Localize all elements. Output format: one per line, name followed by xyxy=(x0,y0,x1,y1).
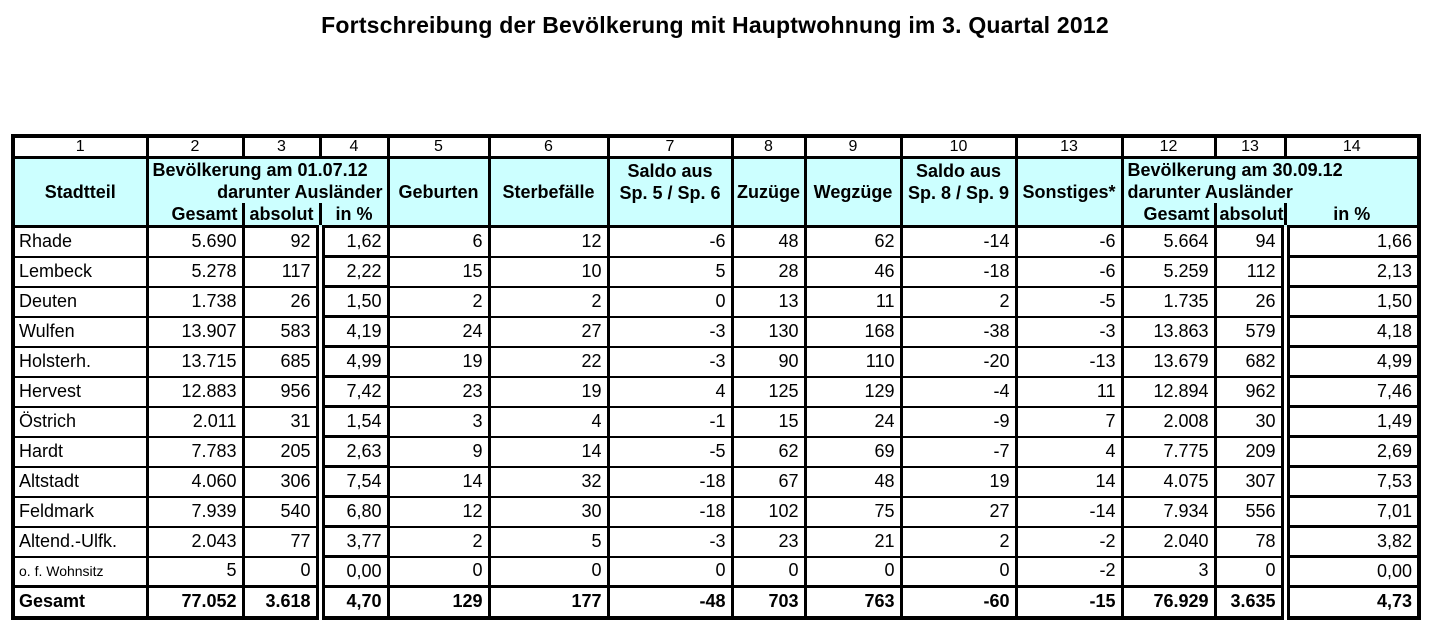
cell-value: 110 xyxy=(805,347,901,377)
table-row xyxy=(13,557,1419,587)
cell-value: 2.040 xyxy=(1122,527,1215,557)
cell-value: 177 xyxy=(489,587,608,619)
table-row xyxy=(13,347,1419,377)
cell-value: 0 xyxy=(243,557,320,587)
cell-value: 4,18 xyxy=(1285,317,1419,347)
header-zuzuege: Zuzüge xyxy=(732,158,805,227)
cell-value: -20 xyxy=(901,347,1016,377)
cell-value: 2.008 xyxy=(1122,407,1215,437)
cell-value: -3 xyxy=(608,527,732,557)
cell-stadtteil: Lembeck xyxy=(13,257,147,287)
cell-value: 1,62 xyxy=(320,227,388,257)
column-number: 12 xyxy=(1122,136,1215,158)
cell-value: -15 xyxy=(1016,587,1122,619)
cell-value: 92 xyxy=(243,227,320,257)
cell-value: 4 xyxy=(1016,437,1122,467)
table-row xyxy=(13,467,1419,497)
cell-value: -14 xyxy=(1016,497,1122,527)
cell-value: 19 xyxy=(489,377,608,407)
cell-value: 1,49 xyxy=(1285,407,1419,437)
cell-value: 1.735 xyxy=(1122,287,1215,317)
cell-value: 2 xyxy=(388,527,489,557)
table-row xyxy=(13,317,1419,347)
cell-value: 5.664 xyxy=(1122,227,1215,257)
cell-value: -5 xyxy=(1016,287,1122,317)
cell-value: 682 xyxy=(1215,347,1285,377)
table-row xyxy=(13,527,1419,557)
cell-value: 540 xyxy=(243,497,320,527)
cell-value: 7,01 xyxy=(1285,497,1419,527)
cell-value: -9 xyxy=(901,407,1016,437)
cell-value: 19 xyxy=(388,347,489,377)
cell-value: 0 xyxy=(489,557,608,587)
header-population-3009: Bevölkerung am 30.09.12 xyxy=(1122,158,1419,182)
header-absolut-1: absolut xyxy=(243,203,320,227)
cell-value: 9 xyxy=(388,437,489,467)
header-row-1 xyxy=(13,158,1419,182)
cell-stadtteil: Rhade xyxy=(13,227,147,257)
header-absolut-2: absolut xyxy=(1215,203,1285,227)
header-darunter-auslaender-2: darunter Ausländer xyxy=(1122,181,1419,203)
cell-value: 5 xyxy=(608,257,732,287)
cell-value: 2,22 xyxy=(320,257,388,287)
cell-value: 32 xyxy=(489,467,608,497)
cell-value: 556 xyxy=(1215,497,1285,527)
cell-value: 1,54 xyxy=(320,407,388,437)
cell-value: 13.907 xyxy=(147,317,243,347)
cell-value: -5 xyxy=(608,437,732,467)
cell-value: 24 xyxy=(805,407,901,437)
cell-value: 2.043 xyxy=(147,527,243,557)
cell-value: -60 xyxy=(901,587,1016,619)
cell-value: -4 xyxy=(901,377,1016,407)
cell-value: 77 xyxy=(243,527,320,557)
cell-value: 14 xyxy=(388,467,489,497)
cell-value: 0 xyxy=(732,557,805,587)
cell-value: 13.715 xyxy=(147,347,243,377)
cell-value: 956 xyxy=(243,377,320,407)
cell-value: 12.883 xyxy=(147,377,243,407)
header-saldo-5-6-line1: Saldo aus xyxy=(627,161,713,181)
cell-value: 14 xyxy=(1016,467,1122,497)
cell-value: 4,19 xyxy=(320,317,388,347)
cell-value: 0 xyxy=(901,557,1016,587)
cell-value: 0 xyxy=(608,287,732,317)
header-sonstiges: Sonstiges* xyxy=(1016,158,1122,227)
cell-value: 168 xyxy=(805,317,901,347)
cell-value: 13.679 xyxy=(1122,347,1215,377)
cell-value: -48 xyxy=(608,587,732,619)
cell-stadtteil: o. f. Wohnsitz xyxy=(13,557,147,587)
header-gesamt-1: Gesamt xyxy=(147,203,243,227)
cell-value: 125 xyxy=(732,377,805,407)
cell-value: 26 xyxy=(243,287,320,317)
cell-value: 12 xyxy=(388,497,489,527)
cell-value: 77.052 xyxy=(147,587,243,619)
cell-value: 4,99 xyxy=(1285,347,1419,377)
cell-stadtteil: Gesamt xyxy=(13,587,147,619)
cell-stadtteil: Altend.-Ulfk. xyxy=(13,527,147,557)
table-body xyxy=(13,227,1419,619)
cell-value: 205 xyxy=(243,437,320,467)
cell-value: 1,50 xyxy=(320,287,388,317)
column-number: 13 xyxy=(1215,136,1285,158)
cell-value: -3 xyxy=(608,347,732,377)
cell-value: 67 xyxy=(732,467,805,497)
cell-value: 1,50 xyxy=(1285,287,1419,317)
cell-value: 306 xyxy=(243,467,320,497)
cell-value: 4 xyxy=(489,407,608,437)
cell-value: 5.278 xyxy=(147,257,243,287)
cell-value: 129 xyxy=(805,377,901,407)
cell-value: 6,80 xyxy=(320,497,388,527)
cell-value: 2,69 xyxy=(1285,437,1419,467)
cell-value: 117 xyxy=(243,257,320,287)
cell-value: 3,77 xyxy=(320,527,388,557)
cell-value: 7.939 xyxy=(147,497,243,527)
cell-value: 78 xyxy=(1215,527,1285,557)
cell-value: 11 xyxy=(1016,377,1122,407)
cell-value: 1.738 xyxy=(147,287,243,317)
cell-value: 0 xyxy=(805,557,901,587)
header-population-0107: Bevölkerung am 01.07.12 xyxy=(147,158,388,182)
cell-stadtteil: Holsterh. xyxy=(13,347,147,377)
column-number: 4 xyxy=(320,136,388,158)
header-saldo-5-6-line2: Sp. 5 / Sp. 6 xyxy=(619,183,721,203)
cell-value: -6 xyxy=(1016,257,1122,287)
cell-value: -18 xyxy=(608,467,732,497)
header-geburten: Geburten xyxy=(388,158,489,227)
header-darunter-auslaender-1: darunter Ausländer xyxy=(147,181,388,203)
cell-value: 28 xyxy=(732,257,805,287)
cell-value: 15 xyxy=(388,257,489,287)
cell-value: -18 xyxy=(901,257,1016,287)
cell-value: 0 xyxy=(388,557,489,587)
cell-value: 48 xyxy=(805,467,901,497)
header-saldo-8-9-line1: Saldo aus xyxy=(915,161,1002,181)
cell-value: 11 xyxy=(805,287,901,317)
table-row xyxy=(13,287,1419,317)
cell-value: 0,00 xyxy=(320,557,388,587)
cell-value: 7,46 xyxy=(1285,377,1419,407)
cell-value: 0 xyxy=(1215,557,1285,587)
cell-value: 3.618 xyxy=(243,587,320,619)
cell-value: 31 xyxy=(243,407,320,437)
column-number: 9 xyxy=(805,136,901,158)
cell-value: -6 xyxy=(1016,227,1122,257)
column-number: 5 xyxy=(388,136,489,158)
cell-value: 5.690 xyxy=(147,227,243,257)
header-wegzuege: Wegzüge xyxy=(805,158,901,227)
table-header xyxy=(13,136,1419,227)
cell-value: -13 xyxy=(1016,347,1122,377)
cell-value: 7 xyxy=(1016,407,1122,437)
cell-value: -3 xyxy=(608,317,732,347)
cell-value: 2,13 xyxy=(1285,257,1419,287)
cell-value: -14 xyxy=(901,227,1016,257)
cell-value: 4.060 xyxy=(147,467,243,497)
cell-value: 0,00 xyxy=(1285,557,1419,587)
cell-value: 4 xyxy=(608,377,732,407)
table-row xyxy=(13,407,1419,437)
cell-value: 703 xyxy=(732,587,805,619)
cell-value: 23 xyxy=(732,527,805,557)
cell-value: 0 xyxy=(608,557,732,587)
cell-value: 5 xyxy=(147,557,243,587)
column-number: 8 xyxy=(732,136,805,158)
header-gesamt-2: Gesamt xyxy=(1122,203,1215,227)
cell-value: 4.075 xyxy=(1122,467,1215,497)
cell-value: -7 xyxy=(901,437,1016,467)
cell-value: 62 xyxy=(805,227,901,257)
cell-value: 46 xyxy=(805,257,901,287)
header-saldo-5-6 xyxy=(608,158,732,227)
cell-stadtteil: Deuten xyxy=(13,287,147,317)
cell-value: -6 xyxy=(608,227,732,257)
cell-value: 2 xyxy=(901,287,1016,317)
cell-value: 2 xyxy=(489,287,608,317)
header-saldo-8-9-line2: Sp. 8 / Sp. 9 xyxy=(907,183,1010,203)
cell-value: 2.011 xyxy=(147,407,243,437)
cell-value: 94 xyxy=(1215,227,1285,257)
cell-value: 90 xyxy=(732,347,805,377)
table-row xyxy=(13,437,1419,467)
population-table xyxy=(11,134,1421,620)
cell-value: 5.259 xyxy=(1122,257,1215,287)
column-number: 1 xyxy=(13,136,147,158)
cell-value: -3 xyxy=(1016,317,1122,347)
cell-value: 19 xyxy=(901,467,1016,497)
cell-value: 23 xyxy=(388,377,489,407)
cell-value: 62 xyxy=(732,437,805,467)
cell-value: -2 xyxy=(1016,557,1122,587)
column-number: 7 xyxy=(608,136,732,158)
cell-value: 763 xyxy=(805,587,901,619)
cell-value: 7,42 xyxy=(320,377,388,407)
column-number: 14 xyxy=(1285,136,1419,158)
cell-value: 27 xyxy=(489,317,608,347)
cell-value: 1,66 xyxy=(1285,227,1419,257)
cell-value: 2 xyxy=(388,287,489,317)
cell-value: 3 xyxy=(1122,557,1215,587)
cell-value: 5 xyxy=(489,527,608,557)
cell-value: -38 xyxy=(901,317,1016,347)
cell-stadtteil: Wulfen xyxy=(13,317,147,347)
cell-value: 7.783 xyxy=(147,437,243,467)
cell-value: 48 xyxy=(732,227,805,257)
column-number: 6 xyxy=(489,136,608,158)
cell-stadtteil: Hervest xyxy=(13,377,147,407)
cell-stadtteil: Hardt xyxy=(13,437,147,467)
cell-value: 102 xyxy=(732,497,805,527)
cell-value: 13.863 xyxy=(1122,317,1215,347)
cell-value: 26 xyxy=(1215,287,1285,317)
cell-value: 30 xyxy=(489,497,608,527)
table-row xyxy=(13,257,1419,287)
cell-value: 3.635 xyxy=(1215,587,1285,619)
table-row xyxy=(13,497,1419,527)
cell-value: 12.894 xyxy=(1122,377,1215,407)
table-row xyxy=(13,227,1419,257)
cell-value: -2 xyxy=(1016,527,1122,557)
cell-value: 129 xyxy=(388,587,489,619)
cell-stadtteil: Feldmark xyxy=(13,497,147,527)
header-sterbefaelle: Sterbefälle xyxy=(489,158,608,227)
cell-value: -1 xyxy=(608,407,732,437)
cell-value: 307 xyxy=(1215,467,1285,497)
cell-value: 27 xyxy=(901,497,1016,527)
cell-value: 4,73 xyxy=(1285,587,1419,619)
cell-value: 579 xyxy=(1215,317,1285,347)
cell-stadtteil: Altstadt xyxy=(13,467,147,497)
cell-value: 3,82 xyxy=(1285,527,1419,557)
cell-value: 112 xyxy=(1215,257,1285,287)
header-in-percent-2: in % xyxy=(1285,203,1419,227)
cell-value: 75 xyxy=(805,497,901,527)
column-number: 13 xyxy=(1016,136,1122,158)
cell-value: 24 xyxy=(388,317,489,347)
header-in-percent-1: in % xyxy=(320,203,388,227)
cell-value: 7,54 xyxy=(320,467,388,497)
table-row xyxy=(13,377,1419,407)
cell-value: 2 xyxy=(901,527,1016,557)
cell-value: 69 xyxy=(805,437,901,467)
header-stadtteil: Stadtteil xyxy=(13,158,147,227)
cell-value: 6 xyxy=(388,227,489,257)
cell-value: -18 xyxy=(608,497,732,527)
column-number: 2 xyxy=(147,136,243,158)
cell-value: 2,63 xyxy=(320,437,388,467)
cell-value: 14 xyxy=(489,437,608,467)
cell-value: 10 xyxy=(489,257,608,287)
cell-value: 13 xyxy=(732,287,805,317)
cell-value: 12 xyxy=(489,227,608,257)
cell-value: 962 xyxy=(1215,377,1285,407)
cell-value: 209 xyxy=(1215,437,1285,467)
column-number-row xyxy=(13,136,1419,158)
column-number: 3 xyxy=(243,136,320,158)
cell-value: 4,99 xyxy=(320,347,388,377)
cell-value: 22 xyxy=(489,347,608,377)
cell-value: 130 xyxy=(732,317,805,347)
cell-stadtteil: Östrich xyxy=(13,407,147,437)
cell-value: 685 xyxy=(243,347,320,377)
page-title: Fortschreibung der Bevölkerung mit Hauptwohnung im 3. Quartal 2012 xyxy=(321,12,1109,38)
cell-value: 15 xyxy=(732,407,805,437)
cell-value: 3 xyxy=(388,407,489,437)
cell-value: 7.934 xyxy=(1122,497,1215,527)
cell-value: 30 xyxy=(1215,407,1285,437)
cell-value: 4,70 xyxy=(320,587,388,619)
cell-value: 76.929 xyxy=(1122,587,1215,619)
table-total-row xyxy=(13,587,1419,619)
header-saldo-8-9 xyxy=(901,158,1016,227)
cell-value: 583 xyxy=(243,317,320,347)
column-number: 10 xyxy=(901,136,1016,158)
cell-value: 7.775 xyxy=(1122,437,1215,467)
cell-value: 21 xyxy=(805,527,901,557)
cell-value: 7,53 xyxy=(1285,467,1419,497)
